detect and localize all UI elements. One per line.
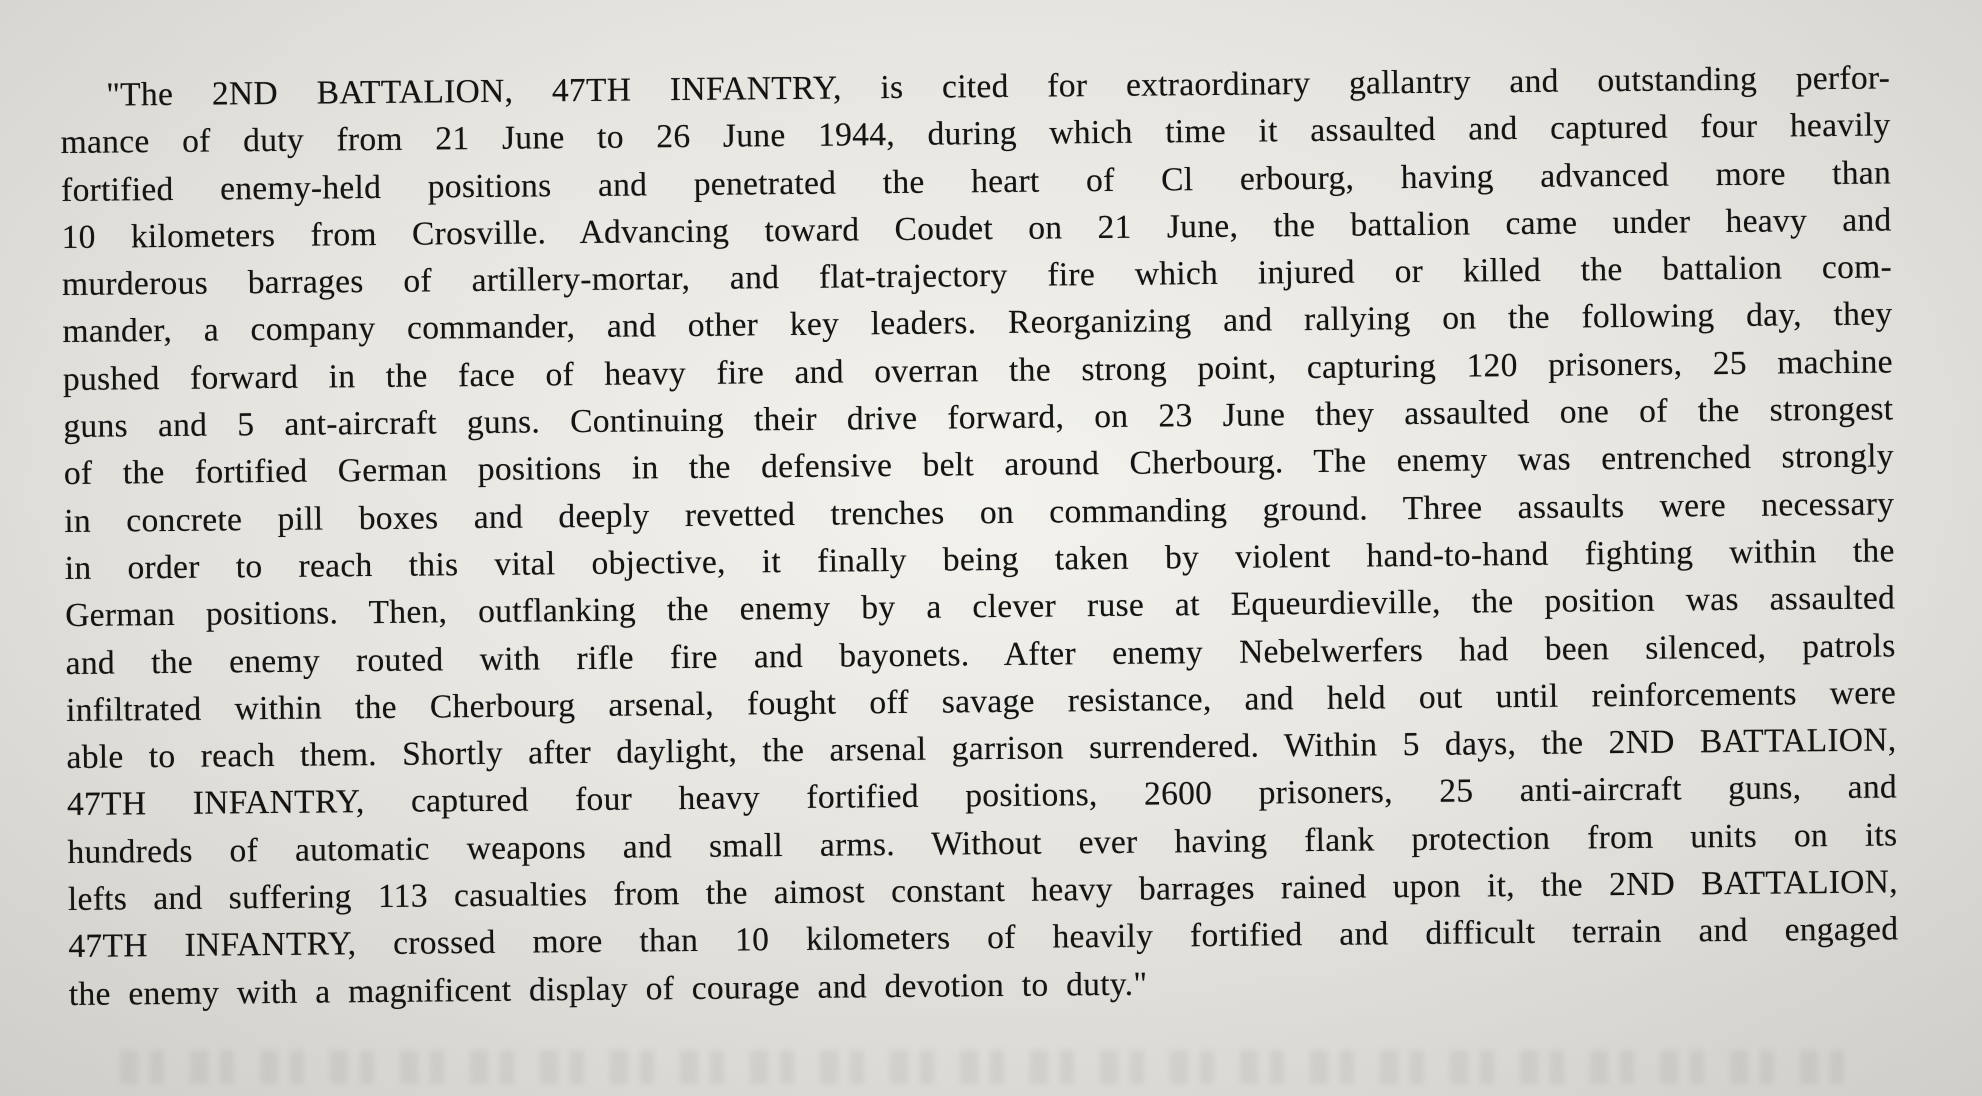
citation-line: hundreds of automatic weapons and small arms. Without ever having flank protection from units on its xyxy=(67,816,1898,871)
citation-line: pushed forward in the face of heavy fire and overran the strong point, capturing 120 prisoners, 25 machine xyxy=(62,343,1894,398)
citation-line: in concrete pill boxes and deeply revetted trenches on commanding ground. Three assaults were necessary xyxy=(64,485,1895,540)
citation-line: able to reach them. Shortly after daylight, the arsenal garrison surrendered. Within 5 days, the 2ND BATTALION, xyxy=(66,721,1897,777)
citation-line: 47TH INFANTRY, crossed more than 10 kilometers of heavily fortified and difficult terrain and engaged xyxy=(68,910,1899,966)
citation-line: mance of duty from 21 June to 26 June 1944, during which time it assaulted and captured four heavily xyxy=(60,106,1891,162)
citation-line: of the fortified German positions in the defensive belt around Cherbourg. The enemy was entrenched strongly xyxy=(63,437,1894,493)
show-through-text-top xyxy=(180,4,1880,34)
citation-line: lefts and suffering 113 casualties from the aimost constant heavy barrages rained upon it, the 2ND BATTALION, xyxy=(67,863,1899,919)
citation-line: and the enemy routed with rifle fire and bayonets. After enemy Nebelwerfers had been silenced, patrols xyxy=(65,626,1896,682)
citation-line: mander, a company commander, and other key leaders. Reorganizing and rallying on the following day, they xyxy=(62,295,1893,351)
show-through-text-bottom xyxy=(120,1050,1870,1084)
citation-line: 10 kilometers from Crosville. Advancing toward Coudet on 21 June, the battalion came under heavy and xyxy=(61,201,1892,256)
citation-line: infiltrated within the Cherbourg arsenal, fought off savage resistance, and held out until reinforcements were xyxy=(65,674,1897,729)
citation-line: 47TH INFANTRY, captured four heavy fortified positions, 2600 prisoners, 25 anti-aircraft guns, and xyxy=(66,768,1898,824)
citation-line: guns and 5 ant-aircraft guns. Continuing their drive forward, on 23 June they assaulted one of the strongest xyxy=(63,390,1894,446)
citation-line: in order to reach this vital objective, it finally being taken by violent hand-to-hand fighting within the xyxy=(64,532,1895,587)
citation-line: fortified enemy-held positions and penetrated the heart of Cl erbourg, having advanced more than xyxy=(60,154,1892,209)
unit-citation-paragraph xyxy=(60,54,1899,1052)
citation-line: German positions. Then, outflanking the enemy by a clever ruse at Equeurdieville, the position was assaulted xyxy=(65,579,1896,635)
citation-line: the enemy with a magnificent display of courage and devotion to duty." xyxy=(68,965,1148,1013)
citation-line: murderous barrages of artillery-mortar, and flat-trajectory fire which injured or killed the battalion com- xyxy=(61,248,1893,304)
citation-line: "The 2ND BATTALION, 47TH INFANTRY, is cited for extraordinary gallantry and outstanding perfor- xyxy=(106,59,1891,114)
